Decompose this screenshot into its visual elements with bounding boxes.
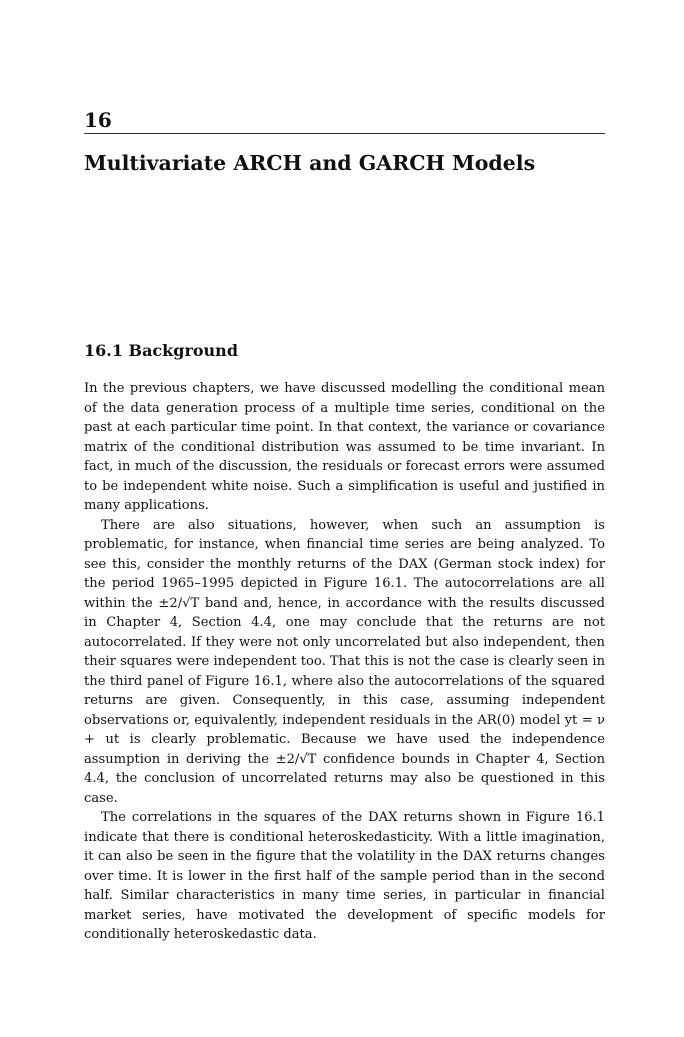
paragraph: The correlations in the squares of the DAX returns shown in Figure 16.1 indicate that there is conditional heteroskedasticity. With a little imagination, it can also be seen in the figure that the volatility in the DAX returns changes over time. It is lower in the first half of the sample period than in the second half. Similar characteristics in many time series, in particular in financial market series, have motivated the development of specific models for conditionally heteroskedastic data. [84,810,605,942]
chapter-rule [84,133,605,134]
chapter-title: Multivariate ARCH and GARCH Models [84,151,536,175]
paragraph: There are also situations, however, when such an assumption is problematic, for instance, when financial time series are being analyzed. To see this, consider the monthly returns of the DAX (German stock index) for the period 1965–1995 depicted in Figure 16.1. The autocorrelations are all within the ±2/√T band and, hence, in accordance with the results discussed in Chapter 4, Section 4.4, one may conclude that the returns are not autocorrelated. If they were not only uncorrelated but also independent, then their squares were independent too. That this is not the case is clearly seen in the third panel of Figure 16.1, where also the autocorrelations of the squared returns are given. Consequently, in this case, assuming independent observations or, equivalently, independent residuals in the AR(0) model yt = ν + ut is clearly problematic. Because we have used the independence assumption in deriving the ±2/√T confidence bounds in Chapter 4, Section 4.4, the conclusion of uncorrelated returns may also be questioned in this case. [84,517,605,806]
section-title: 16.1 Background [84,341,238,360]
body-text [84,379,605,945]
chapter-number: 16 [84,108,112,132]
paragraph: In the previous chapters, we have discussed modelling the conditional mean of the data generation process of a multiple time series, conditional on the past at each particular time point. In that context, the variance or covariance matrix of the conditional distribution was assumed to be time invariant. In fact, in much of the discussion, the residuals or forecast errors were assumed to be independent white noise. Such a simplification is useful and justified in many applications. [84,381,605,513]
